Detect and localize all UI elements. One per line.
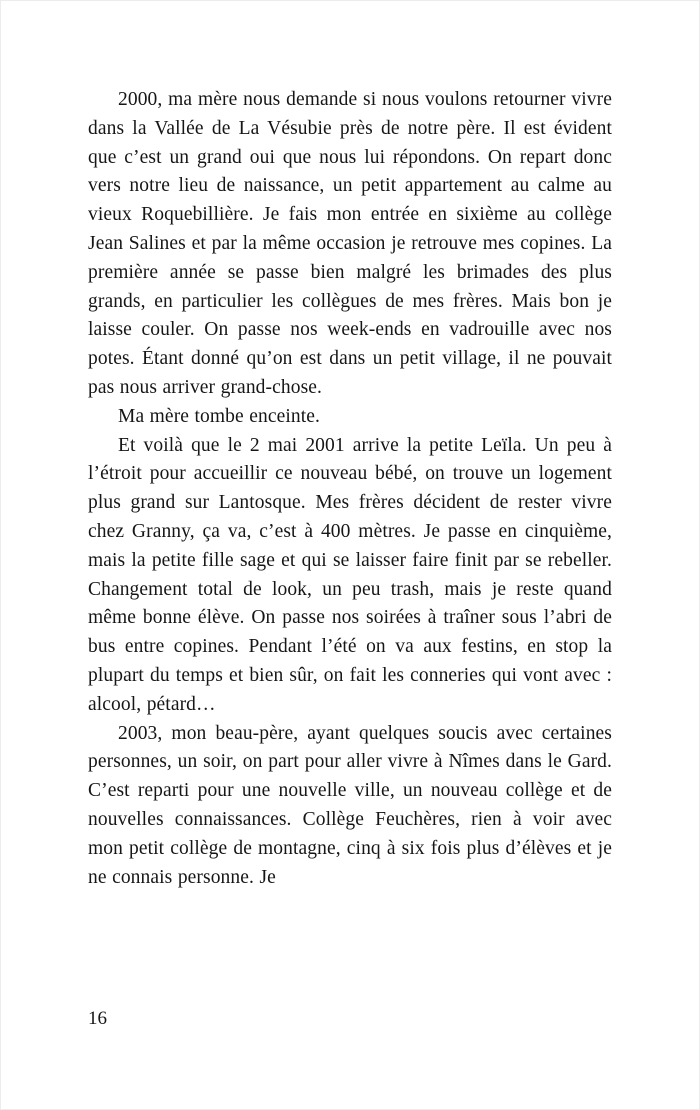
paragraph-4: 2003, mon beau-père, ayant quelques soucis avec certaines personnes, un soir, on part pour aller vivre à Nîmes dans le Gard. C’est reparti pour une nouvelle ville, un nouveau collège et de nouvelles connaissances. Collège Feuchères, rien à voir avec mon petit collège de montagne, cinq à six fois plus d’élèves et je ne connais personne. Je — [88, 722, 612, 888]
page-number: 16 — [88, 1008, 107, 1029]
paragraph-2: Ma mère tombe enceinte. — [118, 405, 320, 427]
paragraph-3: Et voilà que le 2 mai 2001 arrive la petite Leïla. Un peu à l’étroit pour accueillir ce nouveau bébé, on trouve un logement plus grand sur Lantosque. Mes frères décident de rester vivre chez Granny, ça va, c’est à 400 mètres. Je passe en cinquième, mais la petite fille sage et qui se laisser faire finit par se rebeller. Changement total de look, un peu trash, mais je reste quand même bonne élève. On passe nos soirées à traîner sous l’abri de bus entre copines. Pendant l’été on va aux festins, en stop la plupart du temps et bien sûr, on fait les conneries qui vont avec : alcool, pétard… — [88, 434, 612, 715]
body-text — [88, 86, 612, 892]
paragraph-1: 2000, ma mère nous demande si nous voulons retourner vivre dans la Vallée de La Vésubie près de notre père. Il est évident que c’est un grand oui que nous lui répondons. On repart donc vers notre lieu de naissance, un petit appartement au calme au vieux Roquebillière. Je fais mon entrée en sixième au collège Jean Salines et par la même occasion je retrouve mes copines. La première année se passe bien malgré les brimades des plus grands, en particulier les collègues de mes frères. Mais bon je laisse couler. On passe nos week-ends en vadrouille avec nos potes. Étant donné qu’on est dans un petit village, il ne pouvait pas nous arriver grand-chose. — [88, 89, 612, 398]
